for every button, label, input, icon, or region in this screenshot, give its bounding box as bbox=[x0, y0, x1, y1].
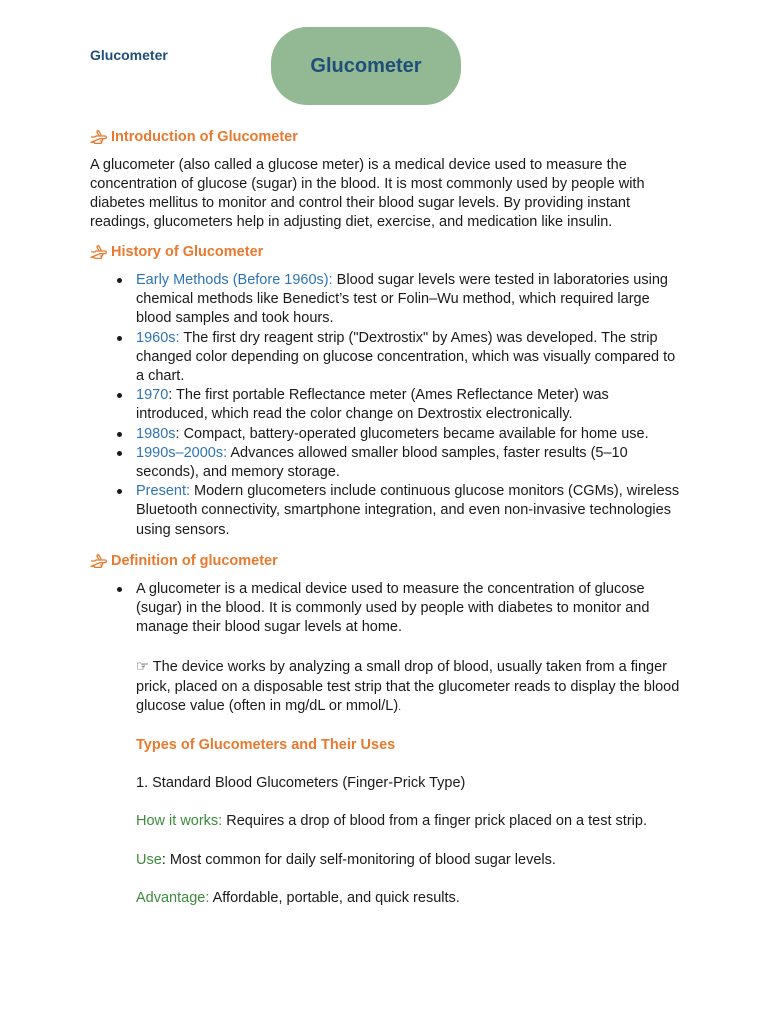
pointing-hand-glyph-icon: ☞ bbox=[136, 659, 149, 676]
pointing-hand-icon bbox=[90, 553, 110, 569]
title-banner: Glucometer bbox=[271, 27, 461, 105]
history-list bbox=[90, 271, 680, 540]
header-doc-title: Glucometer bbox=[90, 47, 168, 63]
how-text: Requires a drop of blood from a finger prick placed on a test strip. bbox=[222, 813, 647, 830]
list-item bbox=[90, 271, 680, 329]
history-label: 1970 bbox=[136, 387, 169, 404]
history-text: Advances allowed smaller blood samples, faster results (5–10 seconds), and memory storage. bbox=[136, 444, 628, 481]
definition-list bbox=[90, 580, 680, 638]
history-text: The first dry reagent strip ("Dextrostix" by Ames) was developed. The strip changed color depending on glucose concentration, which was visually compared to a chart. bbox=[136, 329, 676, 385]
history-label: Present: bbox=[136, 483, 190, 500]
definition-heading bbox=[90, 552, 680, 570]
use-text: : Most common for daily self-monitoring of blood sugar levels. bbox=[161, 851, 556, 868]
history-text: Modern glucometers include continuous glucose monitors (CGMs), wireless Bluetooth connectivity, smartphone integration, and even non-invasive technologies using sensors. bbox=[136, 483, 680, 538]
device-paragraph bbox=[90, 658, 680, 717]
advantage-label: Advantage: bbox=[136, 889, 210, 906]
use-line bbox=[90, 851, 680, 870]
type-1-title: 1. Standard Blood Glucometers (Finger-Prick Type) bbox=[136, 775, 466, 792]
definition-heading-text: Definition of glucometer bbox=[111, 552, 278, 569]
document-body bbox=[90, 128, 680, 908]
pointing-hand-icon bbox=[90, 244, 110, 260]
advantage-text: Affordable, portable, and quick results. bbox=[209, 889, 460, 906]
history-label: 1990s–2000s: bbox=[136, 444, 228, 461]
history-text: : Compact, battery-operated glucometers became available for home use. bbox=[175, 425, 649, 442]
history-heading-text: History of Glucometer bbox=[111, 244, 264, 260]
history-label: 1980s bbox=[136, 425, 176, 442]
history-text: Blood sugar levels were tested in laboratories using chemical methods like Benedict’s test or Folin–Wu method, which required large blood samples and took hours. bbox=[136, 272, 668, 327]
intro-paragraph: A glucometer (also called a glucose meter) is a medical device used to measure the concentration of glucose (sugar) in the blood. It is most commonly used by people with diabetes mellitus to monitor and control their blood sugar levels. By providing instant readings, glucometers help in adjusting diet, exercise, and medication like insulin. bbox=[90, 157, 645, 230]
list-item bbox=[90, 482, 680, 540]
how-label: How it works: bbox=[136, 813, 223, 830]
device-end-period: . bbox=[398, 701, 401, 713]
intro-heading-text: Introduction of Glucometer bbox=[111, 129, 298, 145]
types-heading: Types of Glucometers and Their Uses bbox=[136, 737, 396, 754]
device-text: The device works by analyzing a small drop of blood, usually taken from a finger prick, placed on a disposable test strip that the glucometer reads to display the blood glucose value (often in mg/dL or mmol/L) bbox=[136, 659, 680, 714]
how-it-works-line bbox=[90, 812, 680, 831]
use-label: Use bbox=[136, 851, 162, 868]
pointing-hand-icon bbox=[90, 129, 110, 145]
list-item bbox=[90, 329, 680, 387]
history-text: : The first portable Reflectance meter (Ames Reflectance Meter) was introduced, which read the color change on Dextrostix electronically. bbox=[136, 387, 609, 423]
list-item bbox=[90, 386, 680, 424]
advantage-line bbox=[90, 889, 680, 908]
intro-heading bbox=[90, 128, 680, 146]
list-item bbox=[90, 425, 680, 444]
list-item: A glucometer is a medical device used to measure the concentration of glucose (sugar) in the blood. It is commonly used by people with diabetes to monitor and manage their blood sugar levels at home. bbox=[90, 580, 680, 638]
list-item bbox=[90, 444, 680, 482]
history-label: Early Methods (Before 1960s): bbox=[136, 272, 333, 288]
history-heading bbox=[90, 243, 680, 261]
history-label: 1960s: bbox=[136, 329, 180, 346]
